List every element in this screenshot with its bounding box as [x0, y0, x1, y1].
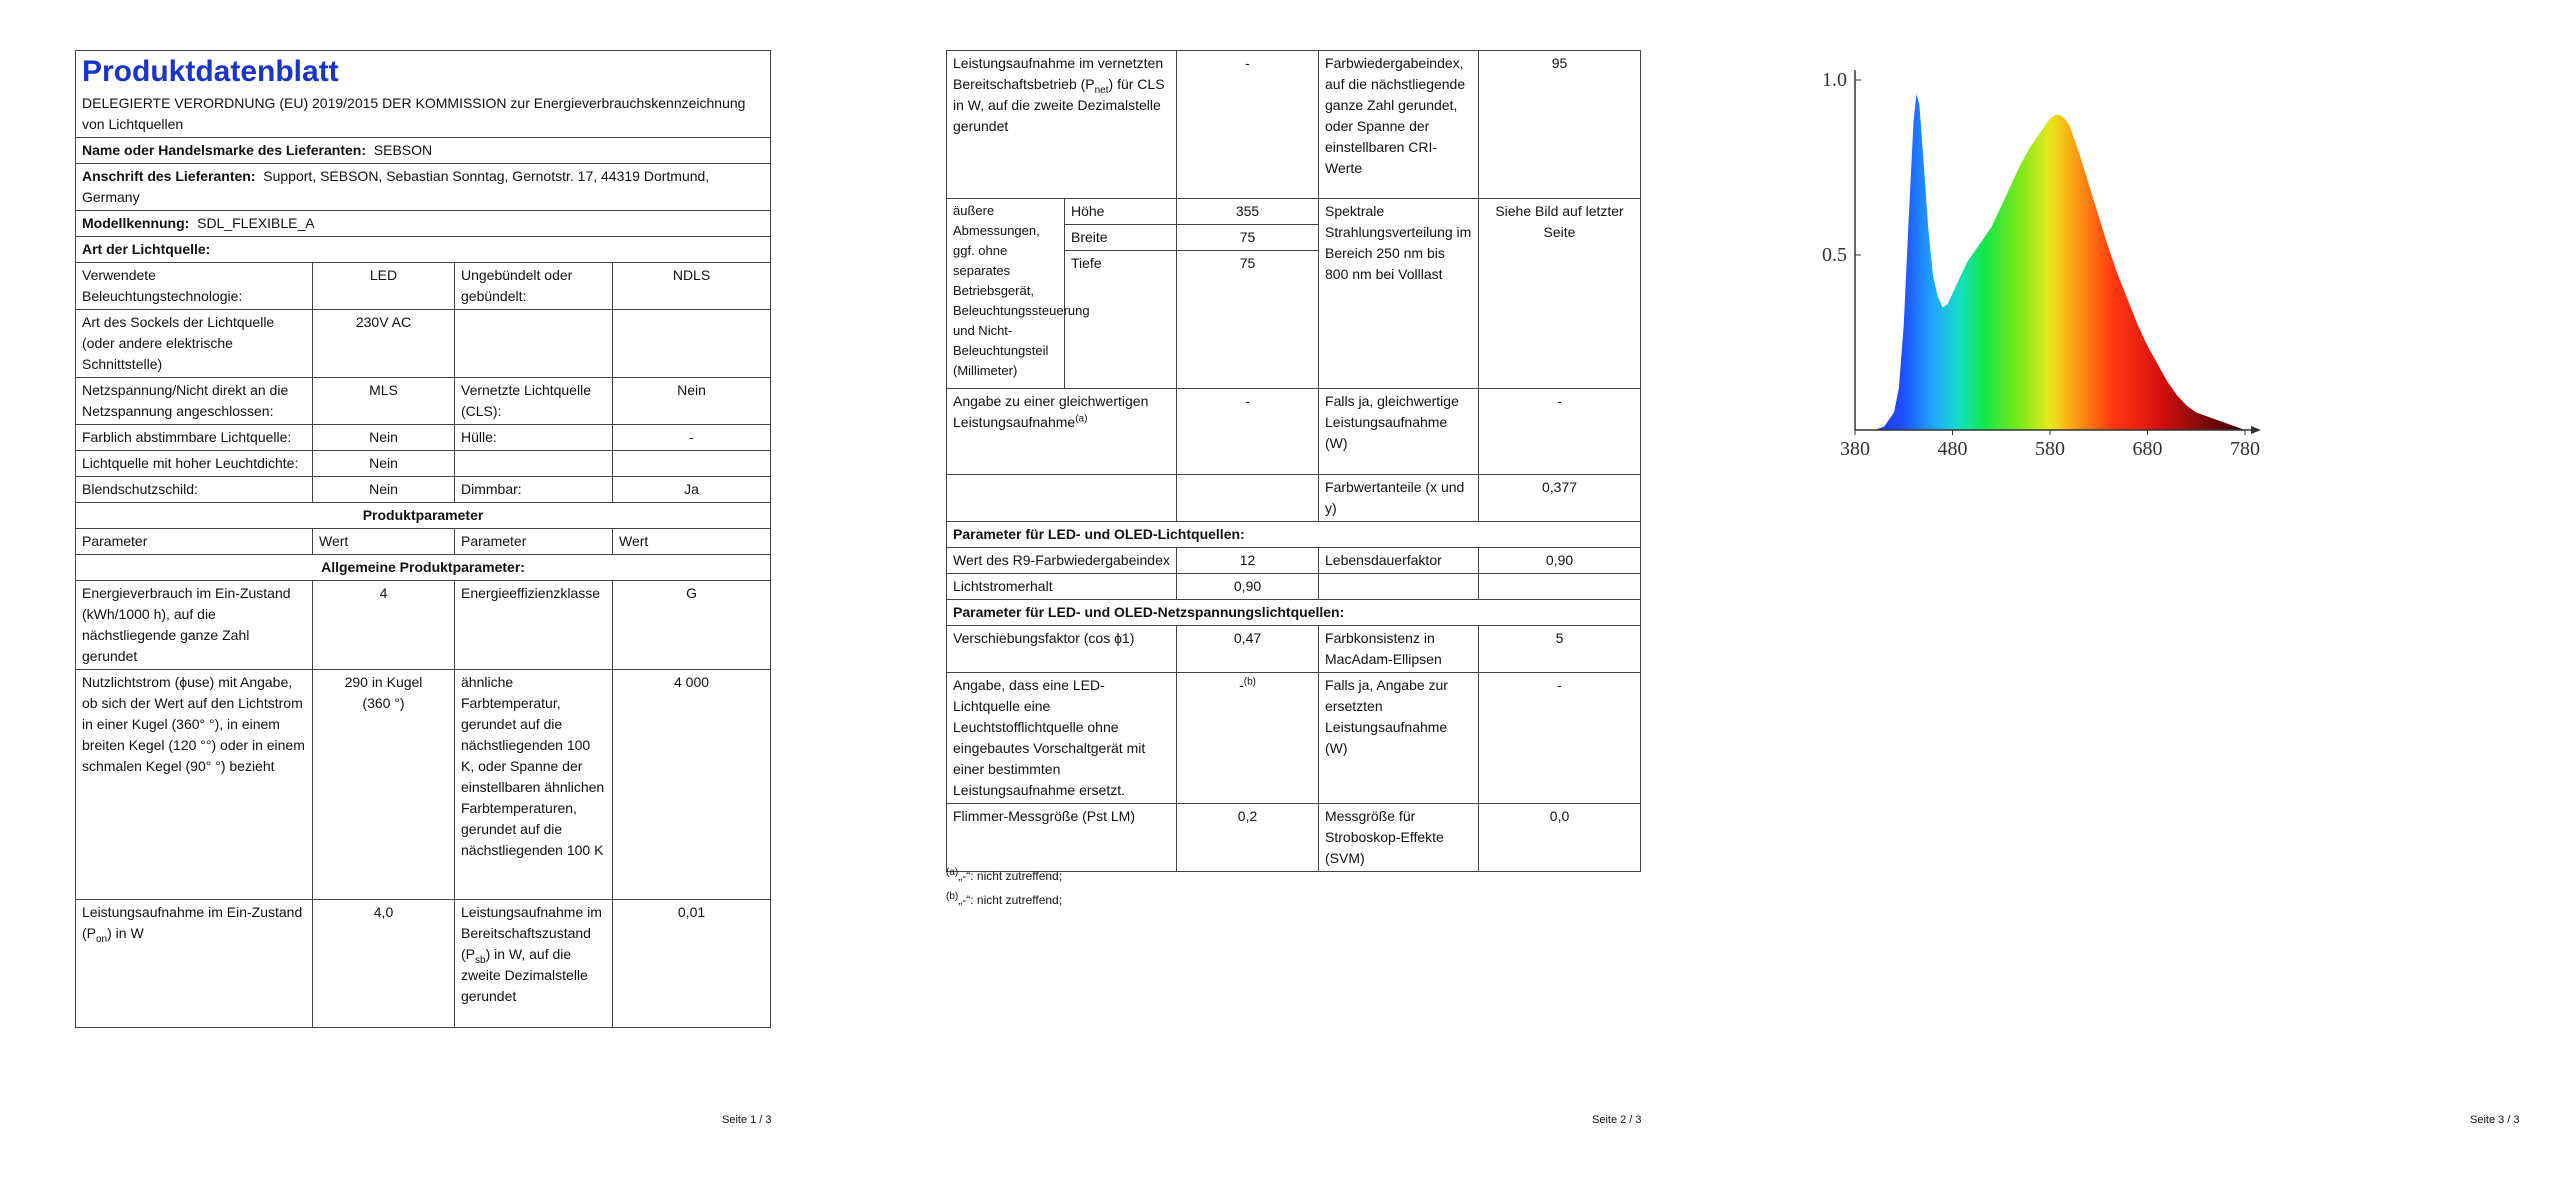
directional-value: NDLS — [613, 263, 771, 310]
empty-cell — [1319, 574, 1479, 600]
envelope-value: - — [613, 425, 771, 451]
survival-factor-label: Lebensdauerfaktor — [1319, 548, 1479, 574]
col-header-parameter: Parameter — [76, 529, 313, 555]
y-tick-label: 1.0 — [1822, 70, 1847, 91]
x-tick-label: 680 — [2132, 438, 2163, 460]
supplier-label: Name oder Handelsmarke des Lieferanten: — [82, 142, 366, 158]
empty-cell — [613, 310, 771, 378]
cap-type-label: Art des Sockels der Lichtquelle (oder andere elektrische Schnittstelle) — [76, 310, 313, 378]
standby-power-value: 0,01 — [613, 900, 771, 1028]
fluorescent-replacement-label: Angabe, dass eine LED-Lichtquelle eine Leuchtstofflichtquelle ohne eingebautes Vorschaltgerät mit einer bestimmten Leistungsaufnahme ersetzt. — [947, 673, 1177, 804]
col-header-parameter: Parameter — [455, 529, 613, 555]
x-axis-arrow — [2251, 426, 2261, 434]
title-cell — [76, 51, 771, 138]
mains-value: MLS — [313, 378, 455, 425]
on-mode-power-label: Leistungsaufnahme im Ein-Zustand $(P_{on})$ in W — [76, 900, 313, 1028]
r9-label: Wert des R9-Farbwiedergabeindex — [947, 548, 1177, 574]
page-number: Seite 3 / 3 — [2470, 1114, 2520, 1126]
connected-label: Vernetzte Lichtquelle (CLS): — [455, 378, 613, 425]
networked-standby-value: - — [1177, 51, 1319, 199]
address-row — [76, 164, 771, 211]
equivalent-power-claim-value: - — [1177, 389, 1319, 475]
technology-value: LED — [313, 263, 455, 310]
dimensions-label: äußere Abmessungen, ggf. ohne separates Betriebsgerät, Beleuchtungssteuerung und Nicht-Beleuchtungsteil (Millimeter) — [947, 199, 1065, 389]
page-title: Produktdatenblatt — [82, 55, 339, 88]
empty-cell — [455, 451, 613, 477]
anti-glare-label: Blendschutzschild: — [76, 477, 313, 503]
light-source-type-header: Art der Lichtquelle: — [76, 237, 771, 263]
flicker-metric-value: 0,2 — [1177, 804, 1319, 872]
spectral-distribution-label: Spektrale Strahlungsverteilung im Bereich 250 nm bis 800 nm bei Volllast — [1319, 199, 1479, 389]
spectral-distribution-chart — [1790, 70, 2550, 750]
cri-value: 95 — [1479, 51, 1641, 199]
footnote-b: $^{(b)}$„-“: nicht zutreffend; — [946, 891, 1063, 907]
spectral-distribution-value: Siehe Bild auf letzter Seite — [1479, 199, 1641, 389]
energy-consumption-label: Energieverbrauch im Ein-Zustand (kWh/1000 h), auf die nächstliegende ganze Zahl gerundet — [76, 581, 313, 670]
empty-cell — [455, 310, 613, 378]
page-number: Seite 2 / 3 — [1592, 1114, 1642, 1126]
energy-consumption-value: 4 — [313, 581, 455, 670]
general-params-header: Allgemeine Produktparameter: — [76, 555, 771, 581]
high-luminance-value: Nein — [313, 451, 455, 477]
technology-label: Verwendete Beleuchtungstechnologie: — [76, 263, 313, 310]
replaced-power-value: - — [1479, 673, 1641, 804]
networked-standby-label: Leistungsaufnahme im vernetzten Bereitschaftsbetrieb $(P_{net})$ für CLS in W, auf die zweite Dezimalstelle gerundet — [947, 51, 1177, 199]
survival-factor-value: 0,90 — [1479, 548, 1641, 574]
connected-value: Nein — [613, 378, 771, 425]
mains-params-header: Parameter für LED- und OLED-Netzspannungslichtquellen: — [947, 600, 1641, 626]
mains-label: Netzspannung/Nicht direkt an die Netzspannung angeschlossen: — [76, 378, 313, 425]
y-tick-label: 0.5 — [1822, 244, 1847, 266]
chromaticity-value: 0,377 — [1479, 475, 1641, 522]
address-value: Support, SEBSON, Sebastian Sonntag, Gernotstr. 17, 44319 Dortmund, Germany — [82, 168, 710, 205]
footnote-a: $^{(a)}$„-“: nicht zutreffend; — [946, 867, 1063, 883]
col-header-value: Wert — [613, 529, 771, 555]
address-label: Anschrift des Lieferanten: — [82, 168, 256, 184]
x-tick-label: 480 — [1937, 438, 1968, 460]
equivalent-power-label: Falls ja, gleichwertige Leistungsaufnahme (W) — [1319, 389, 1479, 475]
displacement-factor-label: Verschiebungsfaktor (cos ϕ1) — [947, 626, 1177, 673]
luminous-flux-value — [313, 670, 455, 900]
r9-value: 12 — [1177, 548, 1319, 574]
tunable-value: Nein — [313, 425, 455, 451]
x-tick-label: 380 — [1840, 438, 1870, 460]
anti-glare-value: Nein — [313, 477, 455, 503]
led-params-header: Parameter für LED- und OLED-Lichtquellen: — [947, 522, 1641, 548]
page-number: Seite 1 / 3 — [722, 1114, 772, 1126]
color-consistency-label: Farbkonsistenz in MacAdam-Ellipsen — [1319, 626, 1479, 673]
displacement-factor-value: 0,47 — [1177, 626, 1319, 673]
width-value: 75 — [1177, 225, 1319, 251]
datasheet-page-3 — [1720, 0, 2560, 1180]
spectrum-plot-area — [1822, 70, 2261, 460]
width-label: Breite — [1065, 225, 1177, 251]
model-row — [76, 211, 771, 237]
flicker-metric-label: Flimmer-Messgröße (Pst LM) — [947, 804, 1177, 872]
stroboscopic-metric-label: Messgröße für Stroboskop-Effekte (SVM) — [1319, 804, 1479, 872]
empty-cell — [1479, 574, 1641, 600]
model-label: Modellkennung: — [82, 215, 190, 231]
empty-cell — [947, 475, 1177, 522]
cct-label: ähnliche Farbtemperatur, gerundet auf die nächstliegenden 100 K, oder Spanne der einstellbaren ähnlichen Farbtemperaturen, gerundet auf die nächstliegenden 100 K — [455, 670, 613, 900]
product-params-header: Produktparameter — [76, 503, 771, 529]
datasheet-page-2 — [880, 0, 1680, 1180]
spectrum-area — [1855, 94, 2245, 430]
directional-label: Ungebündelt oder gebündelt: — [455, 263, 613, 310]
datasheet-page-1 — [0, 0, 830, 1180]
stroboscopic-metric-value: 0,0 — [1479, 804, 1641, 872]
x-tick-label: 780 — [2230, 438, 2260, 460]
fluorescent-replacement-value: -$^{(b)}$ — [1177, 673, 1319, 804]
height-value: 355 — [1177, 199, 1319, 225]
regulation-subtitle: DELEGIERTE VERORDNUNG (EU) 2019/2015 DER KOMMISSION zur Energieverbrauchskennzeichnung von Lichtquellen — [82, 95, 746, 132]
cap-type-value: 230V AC — [313, 310, 455, 378]
product-datasheet-table-1 — [75, 50, 771, 1028]
empty-cell — [613, 451, 771, 477]
supplier-value: SEBSON — [373, 142, 433, 158]
lumen-maintenance-label: Lichtstromerhalt — [947, 574, 1177, 600]
efficiency-class-value: G — [613, 581, 771, 670]
efficiency-class-label: Energieeffizienzklasse — [455, 581, 613, 670]
cri-label: Farbwiedergabeindex, auf die nächstliegende ganze Zahl gerundet, oder Spanne der einstellbaren CRI-Werte — [1319, 51, 1479, 199]
equivalent-power-value: - — [1479, 389, 1641, 475]
depth-value: 75 — [1177, 251, 1319, 389]
model-value: SDL_FLEXIBLE_A — [197, 215, 315, 231]
standby-power-label: Leistungsaufnahme im Bereitschaftszustand $(P_{sb})$ in W, auf die zweite Dezimalstelle gerundet — [455, 900, 613, 1028]
luminous-flux-value-line2: (360 °) — [362, 695, 405, 711]
height-label: Höhe — [1065, 199, 1177, 225]
color-consistency-value: 5 — [1479, 626, 1641, 673]
depth-label: Tiefe — [1065, 251, 1177, 389]
dimmable-label: Dimmbar: — [455, 477, 613, 503]
chromaticity-label: Farbwertanteile (x und y) — [1319, 475, 1479, 522]
cct-value: 4 000 — [613, 670, 771, 900]
dimmable-value: Ja — [613, 477, 771, 503]
product-datasheet-table-2 — [946, 50, 1641, 872]
replaced-power-label: Falls ja, Angabe zur ersetzten Leistungsaufnahme (W) — [1319, 673, 1479, 804]
luminous-flux-label: Nutzlichtstrom (ϕuse) mit Angabe, ob sich der Wert auf den Lichtstrom in einer Kugel (360° °), in einem breiten Kegel (120 °°) oder in einem schmalen Kegel (90° °) bezieht — [76, 670, 313, 900]
col-header-value: Wert — [313, 529, 455, 555]
on-mode-power-value: 4,0 — [313, 900, 455, 1028]
supplier-row — [76, 138, 771, 164]
envelope-label: Hülle: — [455, 425, 613, 451]
high-luminance-label: Lichtquelle mit hoher Leuchtdichte: — [76, 451, 313, 477]
lumen-maintenance-value: 0,90 — [1177, 574, 1319, 600]
tunable-label: Farblich abstimmbare Lichtquelle: — [76, 425, 313, 451]
equivalent-power-claim-label: Angabe zu einer gleichwertigen Leistungsaufnahme$^{(a)}$ — [947, 389, 1177, 475]
x-tick-label: 580 — [2035, 438, 2065, 460]
empty-cell — [1177, 475, 1319, 522]
luminous-flux-value-line1: 290 in Kugel — [344, 674, 423, 690]
